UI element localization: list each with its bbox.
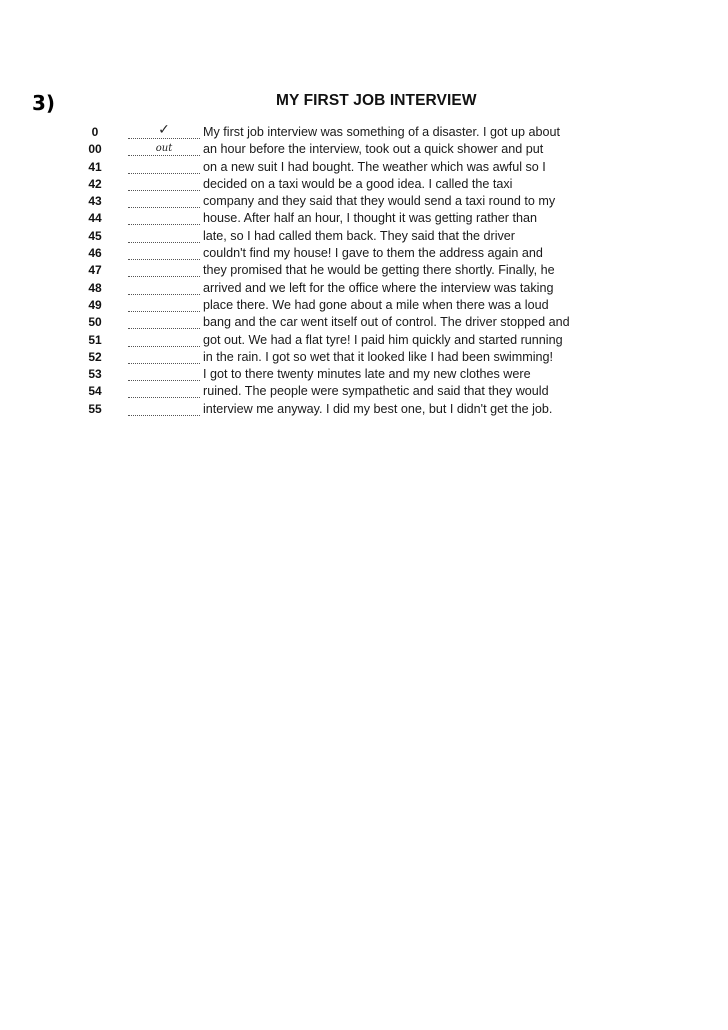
line-number: 51 — [88, 332, 102, 347]
exercise-lines — [80, 124, 600, 418]
answer-field[interactable] — [128, 297, 200, 312]
exercise-line — [80, 280, 600, 297]
answer-field[interactable] — [128, 349, 200, 364]
answer-field[interactable] — [128, 366, 200, 381]
exercise-line — [80, 401, 600, 418]
exercise-line — [80, 314, 600, 331]
line-text: late, so I had called them back. They said that the driver — [203, 228, 515, 243]
exercise-line — [80, 366, 600, 383]
line-number: 0 — [91, 125, 99, 139]
line-number: 54 — [88, 384, 102, 399]
line-number: 42 — [88, 176, 102, 191]
line-text: they promised that he would be getting there shortly. Finally, he — [203, 263, 555, 278]
answer-field[interactable] — [128, 314, 200, 329]
exercise-title: MY FIRST JOB INTERVIEW — [276, 92, 477, 109]
exercise-line — [80, 193, 600, 210]
answer-field[interactable] — [128, 228, 200, 243]
line-text: on a new suit I had bought. The weather which was awful so I — [203, 159, 546, 174]
exercise-line — [80, 210, 600, 227]
line-number: 49 — [88, 297, 102, 312]
line-text: decided on a taxi would be a good idea. I called the taxi — [203, 176, 513, 191]
line-number: 48 — [88, 280, 102, 295]
answer-field[interactable] — [128, 401, 200, 416]
line-text: place there. We had gone about a mile when there was a loud — [203, 297, 549, 312]
answer-field[interactable] — [128, 193, 200, 208]
line-number: 45 — [88, 228, 102, 243]
line-number: 50 — [88, 315, 102, 330]
answer-checkmark[interactable]: ✓ — [128, 124, 200, 139]
answer-field[interactable] — [128, 176, 200, 191]
line-text: company and they said that they would send a taxi round to my — [203, 194, 556, 209]
answer-field[interactable] — [128, 383, 200, 398]
section-number: 3) — [32, 91, 56, 115]
exercise-line — [80, 262, 600, 279]
line-number: 53 — [88, 367, 102, 382]
answer-field[interactable] — [128, 262, 200, 277]
exercise-line — [80, 383, 600, 400]
line-number: 55 — [88, 401, 102, 416]
line-number: 52 — [88, 349, 102, 364]
line-text: bang and the car went itself out of control. The driver stopped and — [203, 315, 570, 330]
line-number: 44 — [88, 211, 102, 226]
line-number: 41 — [88, 159, 102, 174]
line-text: got out. We had a flat tyre! I paid him quickly and started running — [203, 332, 563, 347]
line-number: 46 — [88, 246, 102, 261]
exercise-line — [80, 124, 600, 141]
line-text: house. After half an hour, I thought it was getting rather than — [203, 211, 537, 226]
exercise-line — [80, 159, 600, 176]
answer-field[interactable]: out — [128, 141, 200, 156]
exercise-line — [80, 141, 600, 158]
line-text: I got to there twenty minutes late and my new clothes were — [203, 367, 531, 382]
line-text: in the rain. I got so wet that it looked like I had been swimming! — [203, 349, 554, 364]
answer-field[interactable] — [128, 210, 200, 225]
line-text: interview me anyway. I did my best one, but I didn't get the job. — [203, 401, 553, 416]
exercise-line — [80, 349, 600, 366]
exercise-line — [80, 228, 600, 245]
answer-field[interactable] — [128, 245, 200, 260]
exercise-line — [80, 332, 600, 349]
line-text: ruined. The people were sympathetic and said that they would — [203, 384, 549, 399]
exercise-line — [80, 245, 600, 262]
line-number: 00 — [88, 142, 102, 157]
line-number: 43 — [88, 194, 102, 209]
line-number: 47 — [88, 263, 102, 278]
answer-field[interactable] — [128, 280, 200, 295]
exercise-line — [80, 297, 600, 314]
exercise-line — [80, 176, 600, 193]
line-text: couldn't find my house! I gave to them the address again and — [203, 246, 543, 261]
line-text: an hour before the interview, took out a quick shower and put — [203, 142, 544, 157]
answer-field[interactable] — [128, 159, 200, 174]
line-text: My first job interview was something of a disaster. I got up about — [203, 125, 560, 139]
line-text: arrived and we left for the office where the interview was taking — [203, 280, 554, 295]
answer-field[interactable] — [128, 332, 200, 347]
